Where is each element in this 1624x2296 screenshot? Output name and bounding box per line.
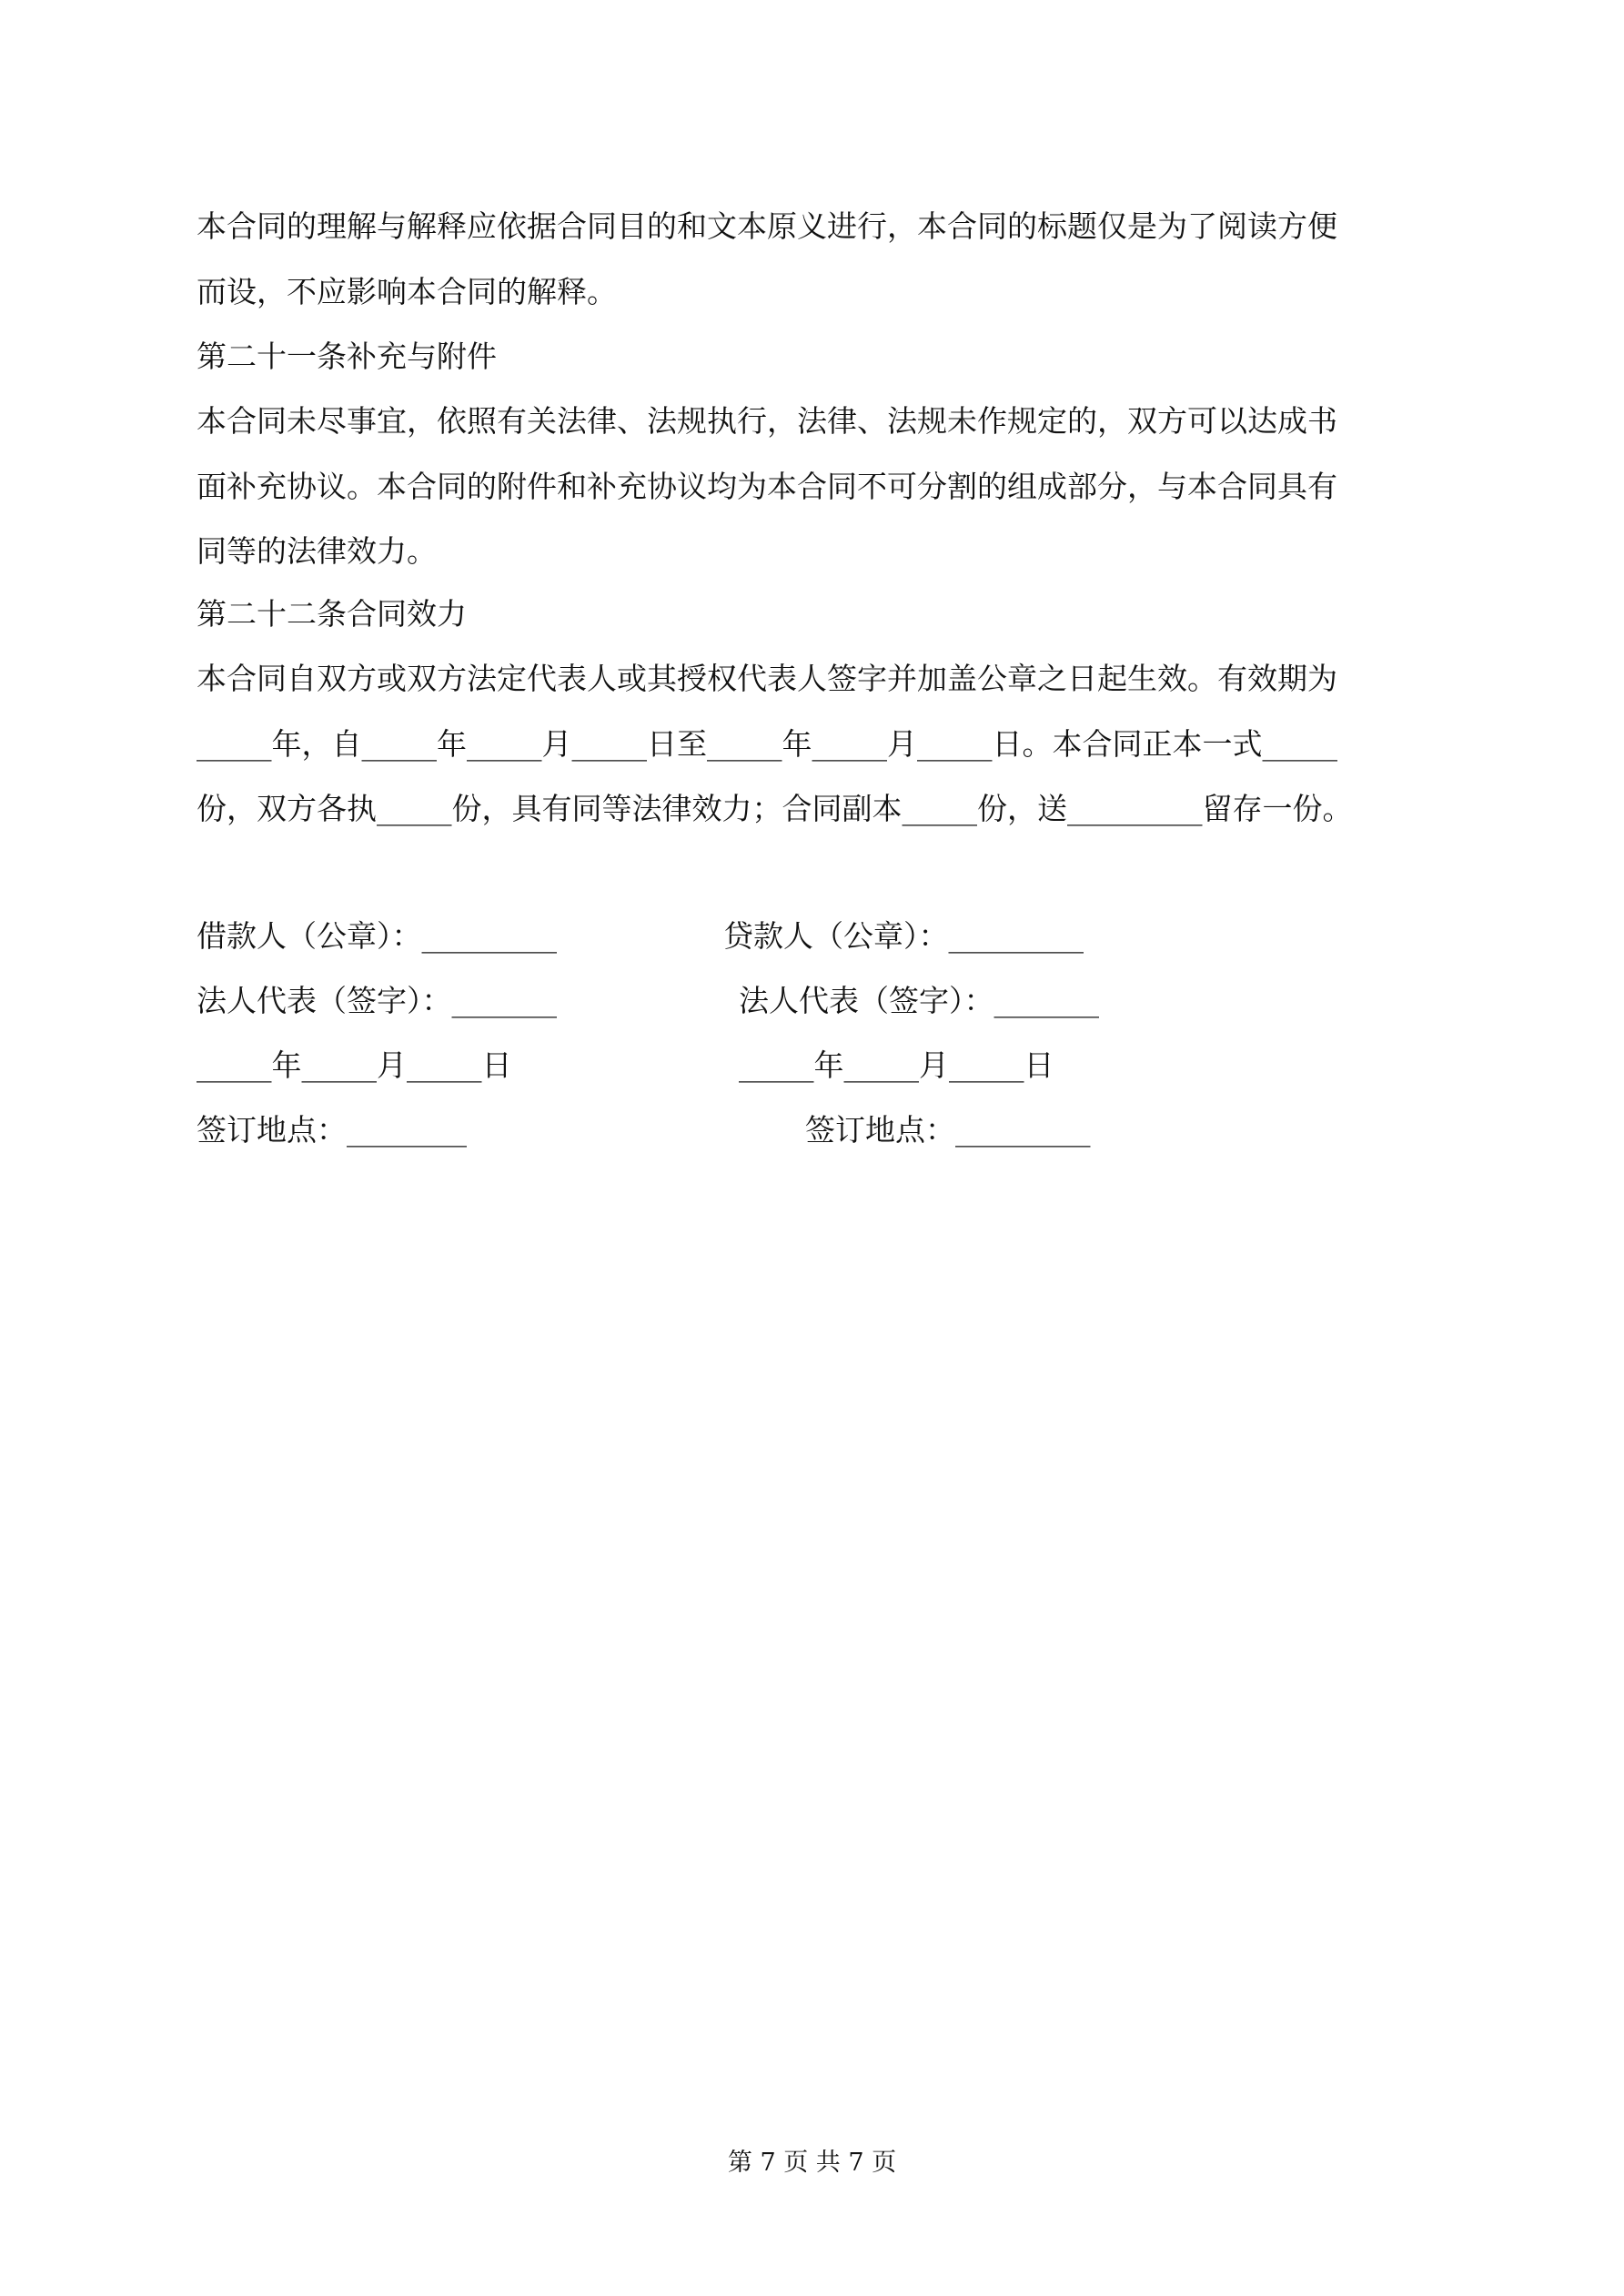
article-21-line-1: 本合同未尽事宜，依照有关法律、法规执行，法律、法规未作规定的，双方可以达成书 xyxy=(197,403,1337,439)
article-21-line-3: 同等的法律效力。 xyxy=(197,533,437,569)
lender-signing-place-line: 签订地点：_________ xyxy=(805,1112,1091,1148)
lender-seal-line: 贷款人（公章）：_________ xyxy=(723,918,1084,954)
clause-interpretation-line-2: 而设，不应影响本合同的解释。 xyxy=(197,274,617,309)
article-22-heading: 第二十二条合同效力 xyxy=(197,596,467,632)
lender-date-line: _____年_____月_____日 xyxy=(739,1047,1054,1083)
borrower-seal-line: 借款人（公章）：_________ xyxy=(197,918,557,954)
borrower-signing-place-line: 签订地点：________ xyxy=(197,1112,467,1148)
clause-interpretation-line-1: 本合同的理解与解释应依据合同目的和文本原义进行，本合同的标题仅是为了阅读方便 xyxy=(197,208,1337,244)
article-22-line-3: 份，双方各执_____份，具有同等法律效力；合同副本_____份，送_________留存一份。 xyxy=(197,791,1353,826)
article-22-line-1: 本合同自双方或双方法定代表人或其授权代表人签字并加盖公章之日起生效。有效期为 xyxy=(197,661,1337,696)
article-21-heading: 第二十一条补充与附件 xyxy=(197,339,497,374)
article-21-line-2: 面补充协议。本合同的附件和补充协议均为本合同不可分割的组成部分，与本合同具有 xyxy=(197,469,1337,504)
lender-representative-line: 法人代表（签字）：_______ xyxy=(739,983,1099,1018)
page-footer: 第 7 页 共 7 页 xyxy=(727,2149,897,2177)
article-22-line-2: _____年，自_____年_____月_____日至_____年_____月_____日。本合同正本一式_____ xyxy=(197,726,1337,762)
borrower-representative-line: 法人代表（签字）：_______ xyxy=(197,983,557,1018)
borrower-date-line: _____年_____月_____日 xyxy=(197,1047,512,1083)
